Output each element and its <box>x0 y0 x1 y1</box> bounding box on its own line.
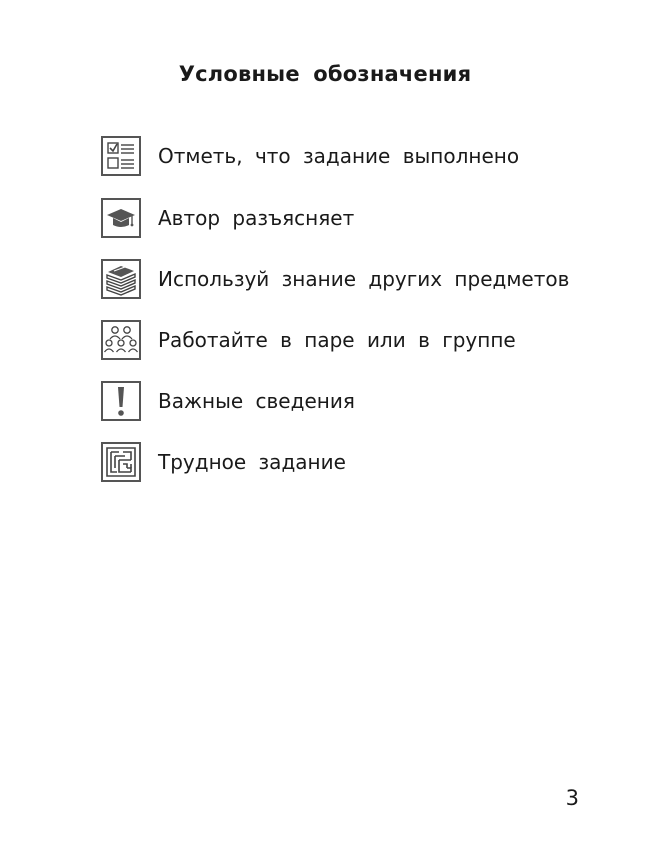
legend-item-pair-group-work <box>101 318 516 362</box>
graduation-cap-icon <box>101 198 141 238</box>
legend-label: Работайте в паре или в группе <box>158 328 516 352</box>
legend-label: Важные сведения <box>158 389 355 413</box>
legend-label: Используй знание других предметов <box>158 267 570 291</box>
group-people-icon <box>101 320 141 360</box>
exclamation-icon <box>101 381 141 421</box>
page-title: Условные обозначения <box>178 62 472 86</box>
legend-item-important-info <box>101 379 355 423</box>
checklist-icon <box>101 136 141 176</box>
legend-item-author-explains <box>101 196 354 240</box>
legend-item-difficult-task <box>101 440 346 484</box>
page-number: 3 <box>565 786 579 810</box>
legend-item-task-done <box>101 134 519 178</box>
legend-item-other-subjects <box>101 257 569 301</box>
maze-icon <box>101 442 141 482</box>
legend-label: Трудное задание <box>158 450 346 474</box>
legend-label: Отметь, что задание выполнено <box>158 144 520 168</box>
legend-label: Автор разъясняет <box>158 206 355 230</box>
books-stack-icon <box>101 259 141 299</box>
